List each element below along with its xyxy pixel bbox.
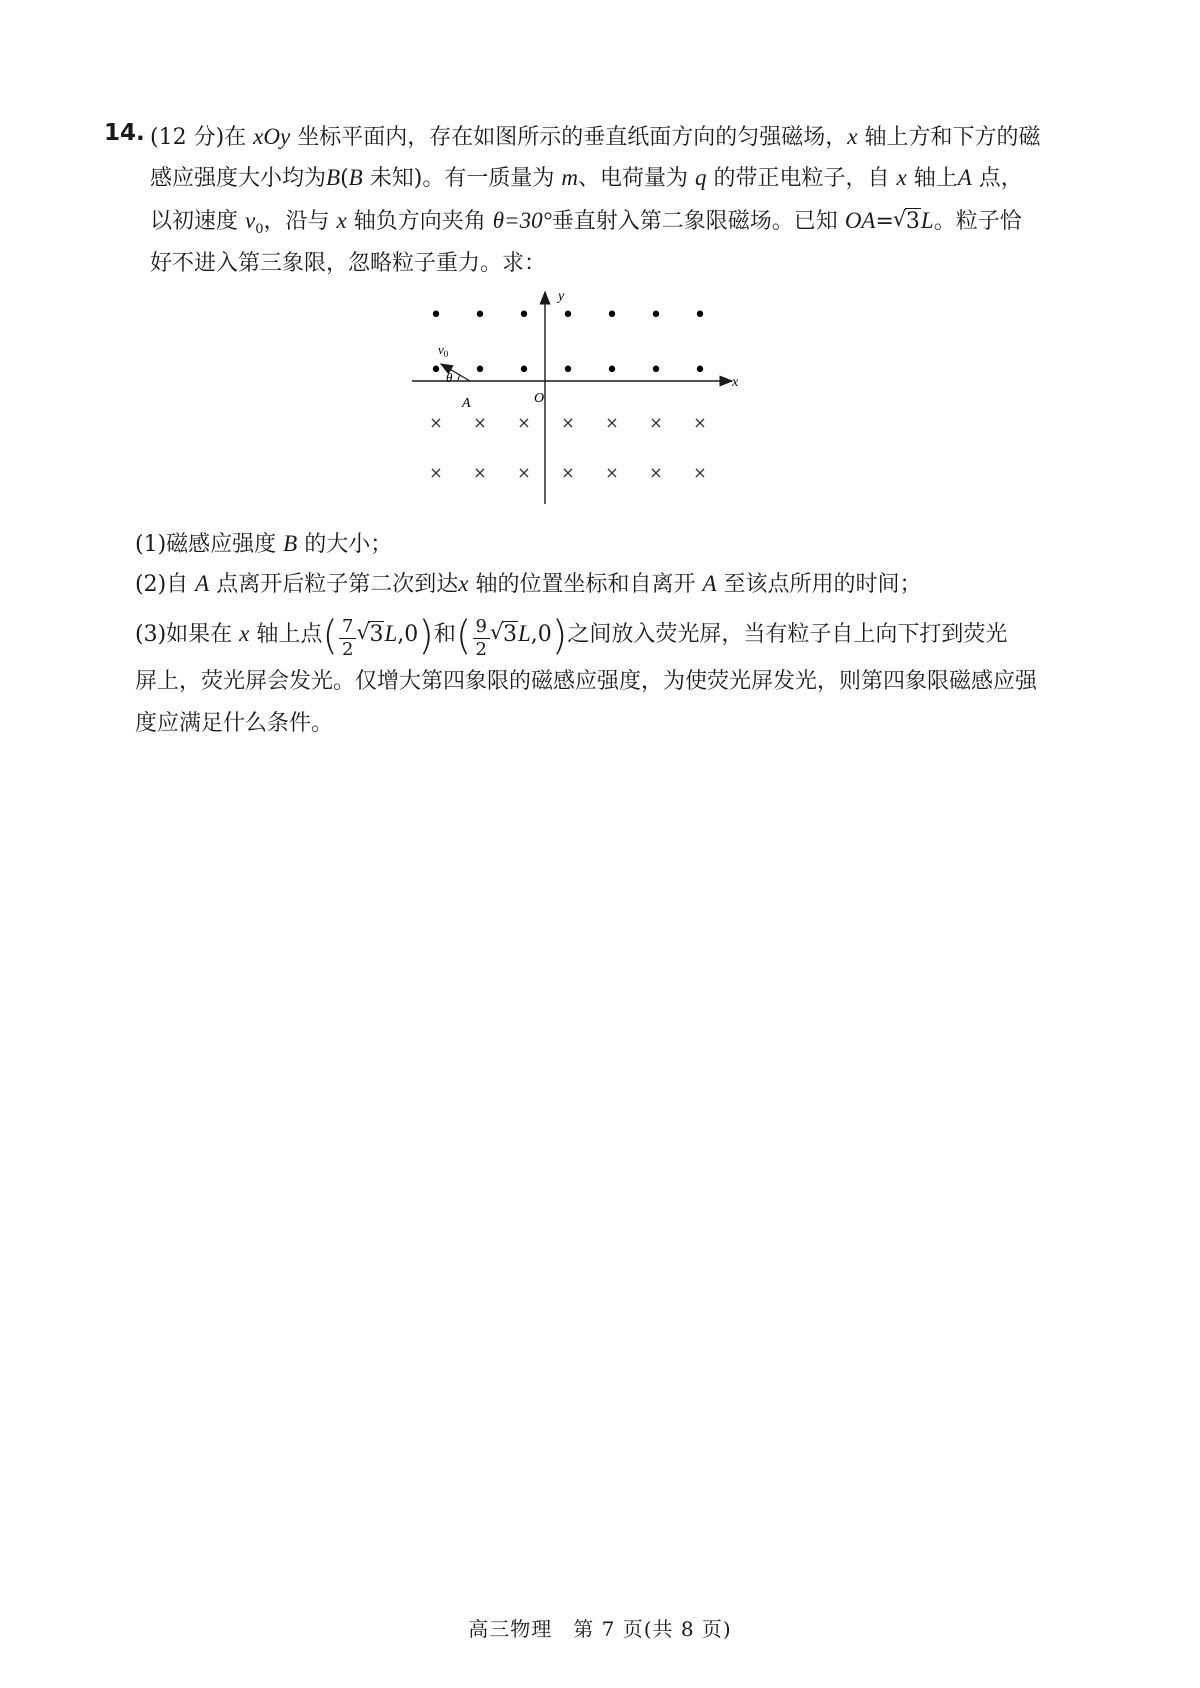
- field-cross: ×: [605, 463, 619, 482]
- field-dot: •: [605, 358, 619, 383]
- fraction-seven-halves: $\frac{7}{2}$: [339, 618, 356, 659]
- question-score: (12 分): [150, 125, 225, 150]
- point-a-label: A: [462, 396, 471, 411]
- field-cross: ×: [429, 413, 443, 432]
- question-line-2: 感应强度大小均为B(B 未知)。有一质量为 m、电荷量为 q 的带正电粒子，自 x 轴上A 点，: [150, 165, 1023, 191]
- field-dot: •: [605, 303, 619, 328]
- y-axis-label: y: [558, 289, 565, 304]
- field-dot: •: [517, 358, 531, 383]
- part-3-line-2: 屏上，荧光屏会发光。仅增大第四象限的磁感应强度，为使荧光屏发光，则第四象限磁感应强: [135, 669, 1038, 694]
- question-line-4: 好不进入第三象限，忽略粒子重力。求：: [150, 251, 547, 276]
- origin-label: O: [534, 391, 545, 406]
- coord-plane-symbol: xOy: [253, 124, 291, 149]
- magnetic-field-diagram: [429, 289, 762, 512]
- x-axis-label: x: [732, 375, 739, 390]
- field-dot: •: [517, 303, 531, 328]
- field-cross: ×: [561, 463, 575, 482]
- part-2: (2)自 A 点离开后粒子第二次到达x 轴的位置坐标和自离开 A 至该点所用的时间；: [135, 571, 922, 597]
- field-dot: •: [429, 358, 443, 383]
- field-dot: •: [561, 303, 575, 328]
- field-cross: ×: [605, 413, 619, 432]
- fraction-nine-halves: $\frac{9}{2}$: [473, 618, 490, 659]
- field-dot: •: [473, 303, 487, 328]
- field-dot: •: [649, 358, 663, 383]
- field-dot: •: [429, 303, 443, 328]
- angle-arc: [458, 375, 460, 381]
- field-cross: ×: [561, 413, 575, 432]
- field-cross: ×: [429, 463, 443, 482]
- field-cross: ×: [473, 413, 487, 432]
- field-dot: •: [473, 358, 487, 383]
- field-cross: ×: [473, 463, 487, 482]
- part-3-line-3: 度应满足什么条件。: [135, 711, 334, 736]
- field-crosses: [429, 413, 706, 482]
- field-cross: ×: [693, 413, 707, 432]
- theta-value: θ=30°: [492, 208, 552, 233]
- field-cross: ×: [649, 413, 663, 432]
- part-3-line-1: (3)如果在 x 轴上点( $\frac{7}{2}$ √ 3L,0)和( $\frac{9}{2}$ √ 3L,0)之间放入荧光屏，当有粒子自上向下打到荧光: [135, 617, 1095, 659]
- page-footer: 高三物理 第 7 页(共 8 页): [468, 1617, 732, 1641]
- field-cross: ×: [693, 463, 707, 482]
- question-line-3: 以初速度 $v_0$，沿与 x 轴负方向夹角 θ=30°垂直射入第二象限磁场。已知 OA=√ 3L。粒子恰: [150, 204, 1110, 237]
- velocity-label: $v_0$: [438, 342, 449, 359]
- sqrt-symbol: √ 3: [894, 209, 921, 234]
- field-dots: [430, 303, 707, 383]
- field-cross: ×: [517, 463, 531, 482]
- part-1: (1)磁感应强度 B 的大小；: [135, 531, 393, 557]
- field-cross: ×: [649, 463, 663, 482]
- field-dot: •: [693, 303, 707, 328]
- field-dot: •: [561, 358, 575, 383]
- field-cross: ×: [517, 413, 531, 432]
- field-dot: •: [649, 303, 663, 328]
- question-line-1: (12 分)在 xOy 坐标平面内，存在如图所示的垂直纸面方向的匀强磁场，x 轴上方和下方的磁: [150, 124, 1041, 150]
- theta-label: θ: [446, 370, 453, 385]
- question-number: 14.: [104, 120, 145, 146]
- field-dot: •: [693, 358, 707, 383]
